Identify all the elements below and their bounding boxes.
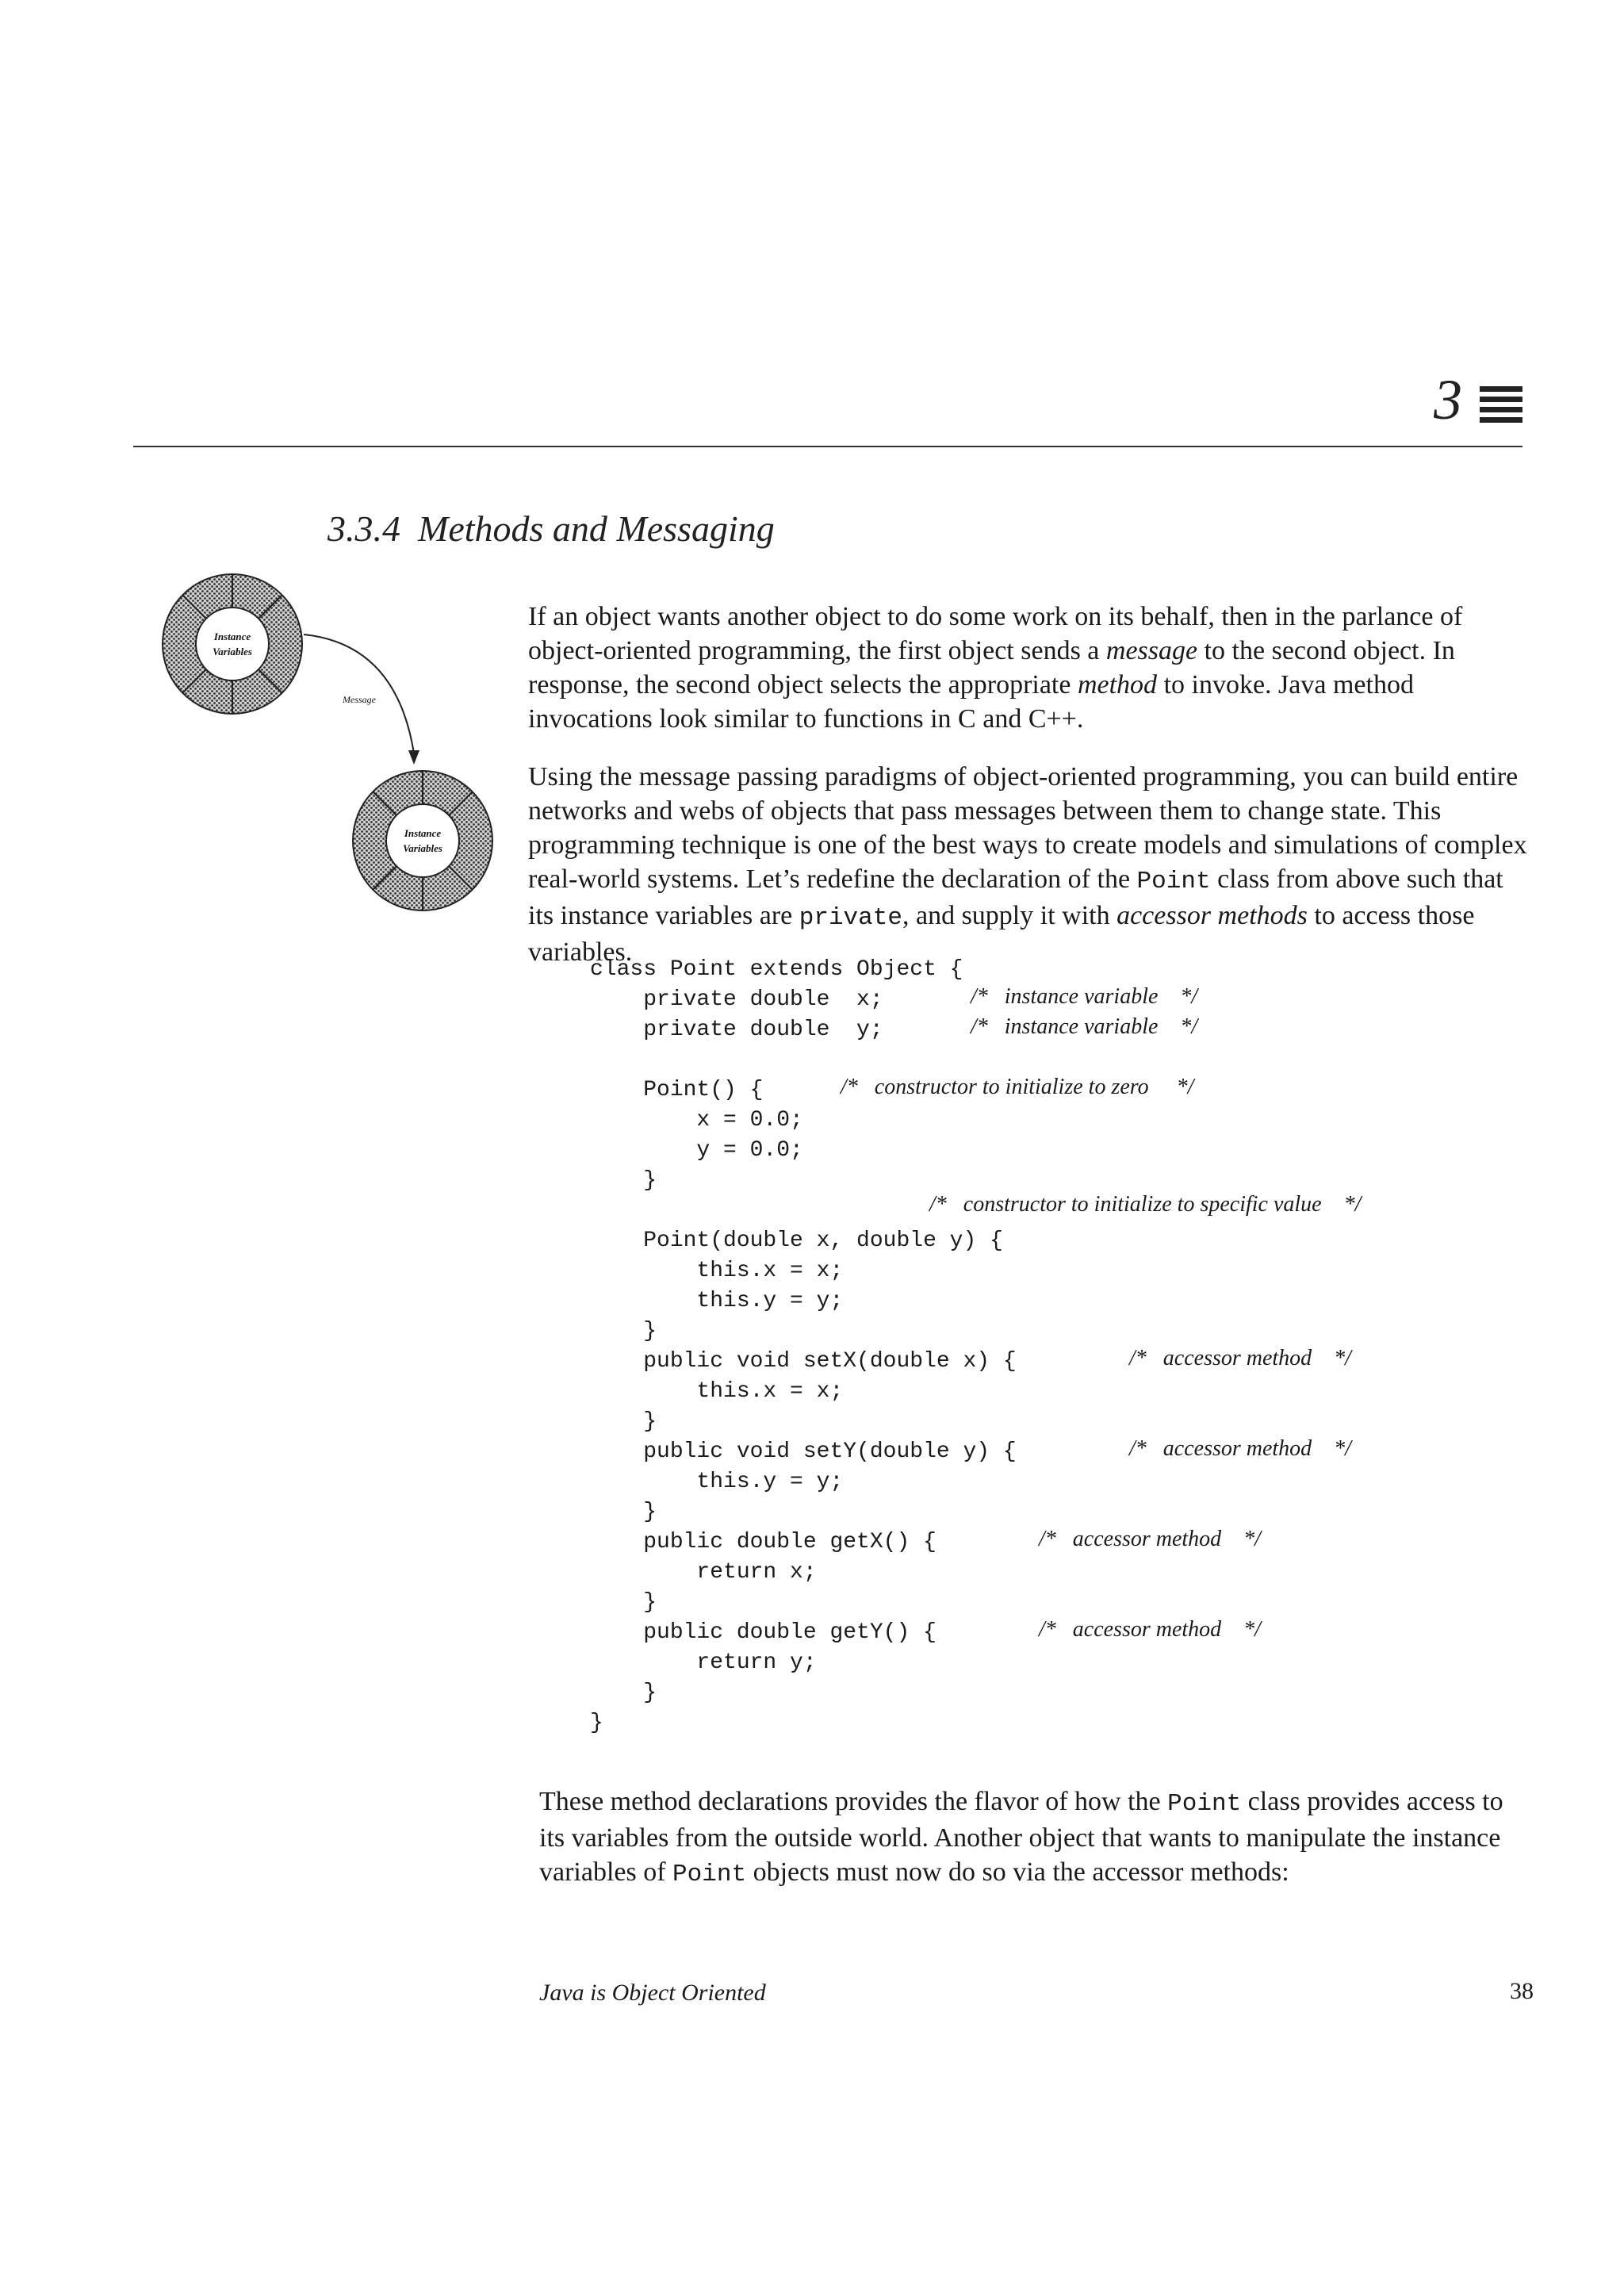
object-a-label-line2: Variables [213, 646, 252, 657]
code-line [590, 1377, 1017, 1407]
header-rule [133, 446, 1522, 447]
object-b [353, 771, 492, 910]
code-text: this.x = x; [590, 1259, 844, 1283]
text-run: to invoke. Java method invocations look similar to functions in C and C++. [528, 670, 1414, 734]
code-line [590, 1617, 1261, 1648]
code-line [590, 955, 1017, 985]
code-text: } [590, 1711, 603, 1735]
text-run: class from above such that its instance variables are [528, 864, 1503, 930]
code-text: return y; [590, 1650, 817, 1675]
code-comment: /* accessor method */ [1129, 1436, 1351, 1461]
code-line [590, 1106, 1017, 1136]
code-text: y = 0.0; [590, 1138, 803, 1163]
code-line [590, 1014, 1198, 1045]
paragraph-message-passing [528, 760, 1529, 969]
code-text: public void setY(double y) { [590, 1439, 1017, 1464]
code-line [590, 1256, 1017, 1286]
object-a-label-line1: Instance [213, 631, 251, 642]
code-text: x = 0.0; [590, 1108, 803, 1133]
emphasis-term: method [1077, 670, 1158, 700]
code-text: private double x; [590, 987, 883, 1012]
code-text: Point() { [590, 1078, 764, 1102]
paragraph-messaging-intro [528, 600, 1529, 736]
message-label: Message [343, 694, 376, 705]
inline-code: private [799, 904, 902, 932]
code-text: } [590, 1500, 657, 1524]
emphasis-term: message [1105, 636, 1198, 665]
section-number: 3.3.4 [327, 508, 400, 549]
code-line [590, 1588, 1017, 1618]
code-text: public double getX() { [590, 1530, 936, 1554]
text-run: These method declarations provides the flavor of how the [539, 1787, 1168, 1816]
text-run: to the second object. In response, the second object selects the appropriate [528, 636, 1455, 700]
chapter-bars-icon [1480, 386, 1522, 423]
code-line [590, 1045, 1017, 1075]
code-comment: /* constructor to initialize to specific value */ [929, 1192, 1362, 1217]
code-text: private double y; [590, 1018, 883, 1042]
message-arrow [304, 634, 419, 765]
code-line [590, 1192, 1362, 1226]
code-line [590, 1467, 1017, 1497]
code-text: } [590, 1319, 657, 1343]
code-text: public void setX(double x) { [590, 1349, 1017, 1374]
code-text: } [590, 1590, 657, 1615]
code-line [590, 1136, 1017, 1166]
inline-code: Point [672, 1861, 747, 1888]
paragraph-accessor-summary [539, 1784, 1530, 1892]
text-run: If an object wants another object to do some work on its behalf, then in the parlance of object-oriented programming, the first object sends a [528, 602, 1463, 665]
text-run: , and supply it with [902, 901, 1117, 930]
text-run: Using the message passing paradigms of object-oriented programming, you can build entire networks and webs of objects that pass messages between them to change state. This programming technique is one of the best ways to create models and simulations of complex real-world systems. Let’s redefine the declaration of the [528, 762, 1527, 894]
code-text: Point(double x, double y) { [590, 1228, 1003, 1253]
code-line [590, 1407, 1017, 1437]
object-a [163, 574, 302, 714]
text-run: class provides access to its variables from the outside world. Another object that wants to manipulate the instance variables of [539, 1787, 1503, 1887]
code-comment: /* accessor method */ [1129, 1346, 1351, 1370]
code-line [590, 1346, 1351, 1377]
code-text: this.x = x; [590, 1379, 844, 1404]
code-text: this.y = y; [590, 1470, 844, 1494]
object-b-label-line2: Variables [403, 842, 442, 854]
code-text: this.y = y; [590, 1289, 844, 1313]
code-text: return x; [590, 1560, 817, 1585]
code-comment: /* constructor to initialize to zero */ [841, 1075, 1194, 1099]
footer-title: Java is Object Oriented [539, 1980, 766, 2006]
code-text: class Point extends Object { [590, 957, 963, 982]
code-text: public double getY() { [590, 1620, 936, 1645]
section-title: Methods and Messaging [418, 508, 775, 549]
code-text: } [590, 1168, 657, 1193]
code-line [590, 984, 1198, 1015]
code-listing-point-class [590, 955, 1362, 1738]
code-line [590, 1527, 1261, 1558]
text-run: to access those variables. [528, 901, 1475, 967]
code-line [590, 1678, 1017, 1708]
code-line [590, 1286, 1017, 1317]
code-line [590, 1075, 1194, 1106]
code-text: } [590, 1409, 657, 1434]
code-line [590, 1497, 1017, 1527]
code-comment: /* instance variable */ [971, 984, 1198, 1009]
chapter-number: 3 [1434, 368, 1462, 431]
code-line [590, 1436, 1351, 1467]
code-line [590, 1226, 1017, 1256]
code-line [590, 1558, 1017, 1588]
inline-code: Point [1136, 868, 1211, 895]
code-comment: /* instance variable */ [971, 1014, 1198, 1039]
code-comment: /* accessor method */ [1039, 1527, 1261, 1551]
code-line [590, 1648, 1017, 1678]
object-messaging-diagram [159, 571, 508, 928]
code-line [590, 1317, 1017, 1347]
object-b-label-line1: Instance [404, 827, 442, 839]
section-heading [327, 508, 775, 550]
code-comment: /* accessor method */ [1039, 1617, 1261, 1642]
emphasis-term: accessor methods [1116, 901, 1308, 930]
text-run: objects must now do so via the accessor methods: [746, 1857, 1289, 1887]
inline-code: Point [1167, 1790, 1242, 1818]
page-number: 38 [1510, 1978, 1534, 2004]
code-line [590, 1708, 1017, 1738]
code-text: } [590, 1681, 657, 1705]
